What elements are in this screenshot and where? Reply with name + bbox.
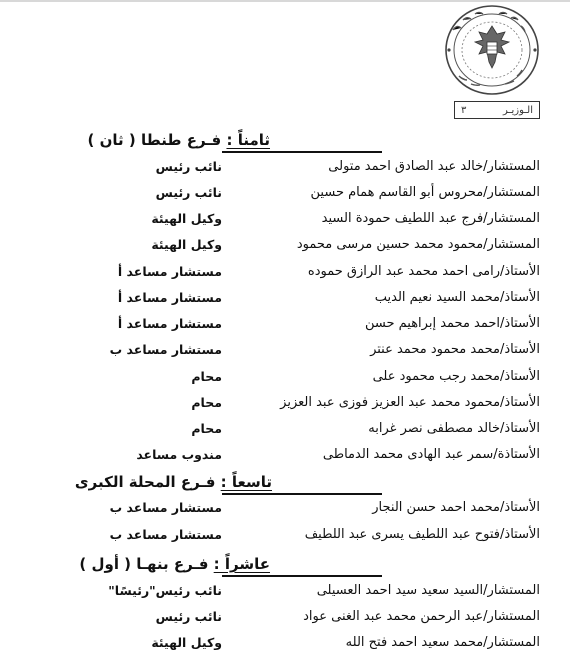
section-heading <box>75 473 272 491</box>
section-branch: فـرع طنطا ( ثان ) <box>87 131 222 149</box>
section-ordinal: عاشراً : <box>213 555 270 573</box>
stamp-number: ٣ <box>461 104 467 116</box>
table-row <box>0 316 570 336</box>
person-title: مستشار مساعد أ <box>117 290 222 305</box>
person-title: نائب رئيس <box>155 609 222 624</box>
person-title: وكيل الهيئة <box>151 237 222 252</box>
section-branch: فـرع بنهـا ( أول ) <box>79 555 209 573</box>
table-row <box>0 159 570 179</box>
table-row <box>0 447 570 467</box>
table-row <box>0 635 570 655</box>
person-name: المستشار/محمد سعيد احمد فتح الله <box>345 635 540 650</box>
table-row <box>0 609 570 629</box>
minister-stamp-box <box>454 101 540 119</box>
table-row <box>0 185 570 205</box>
person-title: نائب رئيس <box>155 185 222 200</box>
table-row <box>0 583 570 603</box>
person-title: محام <box>191 395 222 410</box>
person-name: الأستاذ/خالد مصطفى نصر غرابه <box>368 421 540 436</box>
table-row <box>0 369 570 389</box>
person-name: الأستاذ/احمد محمد إبراهيم حسن <box>364 316 540 331</box>
person-title: مستشار مساعد ب <box>109 342 222 357</box>
person-name: المستشار/محروس أبو القاسم همام حسين <box>310 185 540 200</box>
person-name: الأستاذ/محمود محمد عبد العزيز فوزى عبد العزيز <box>280 395 540 410</box>
table-row <box>0 290 570 310</box>
person-title: مستشار مساعد أ <box>117 264 222 279</box>
section-heading-underline <box>222 493 382 495</box>
section-heading-underline <box>222 151 382 153</box>
table-row <box>0 500 570 520</box>
stamp-label: الـوزيـر <box>503 104 533 116</box>
person-title: مستشار مساعد أ <box>117 316 222 331</box>
person-name: الأستاذ/محمد احمد حسن النجار <box>372 500 540 515</box>
person-title: محام <box>191 369 222 384</box>
person-name: الأستاذ/محمد رجب محمود على <box>372 369 540 384</box>
person-title: مستشار مساعد ب <box>109 527 222 542</box>
table-row <box>0 264 570 284</box>
table-row <box>0 211 570 231</box>
person-title: وكيل الهيئة <box>151 635 222 650</box>
person-title: نائب رئيس <box>155 159 222 174</box>
section-branch: فـرع المحلة الكبرى <box>74 473 216 491</box>
section-ordinal: تاسعاً : <box>220 473 272 491</box>
section-heading <box>88 131 270 149</box>
person-name: الأستاذة/سمر عبد الهادى محمد الدماطى <box>322 447 540 462</box>
person-title: نائب رئيس"رئيسًا" <box>108 583 222 598</box>
person-name: المستشار/خالد عبد الصادق احمد متولى <box>328 159 540 174</box>
person-name: المستشار/محمود محمد حسين مرسى محمود <box>296 237 540 252</box>
person-name: الأستاذ/محمد محمود محمد عنتر <box>370 342 540 357</box>
table-row <box>0 421 570 441</box>
table-row <box>0 237 570 257</box>
person-name: المستشار/السيد سعيد سيد احمد العسيلى <box>316 583 540 598</box>
person-title: مستشار مساعد ب <box>109 500 222 515</box>
section-ordinal: ثامناً : <box>226 131 270 149</box>
section-heading <box>79 555 270 573</box>
section-heading-underline <box>222 575 382 577</box>
person-name: المستشار/عبد الرحمن محمد عبد الغنى عواد <box>303 609 540 624</box>
ministry-seal-emblem <box>433 4 551 100</box>
person-name: الأستاذ/محمد السيد نعيم الديب <box>374 290 540 305</box>
page-top-edge <box>0 0 570 2</box>
person-name: الأستاذ/رامى احمد محمد عبد الرازق حموده <box>307 264 540 279</box>
person-name: المستشار/فرج عبد اللطيف حمودة السيد <box>321 211 540 226</box>
table-row <box>0 395 570 415</box>
table-row <box>0 342 570 362</box>
person-title: مندوب مساعد <box>136 447 222 462</box>
person-title: محام <box>191 421 222 436</box>
table-row <box>0 527 570 547</box>
person-title: وكيل الهيئة <box>151 211 222 226</box>
person-name: الأستاذ/فتوح عبد اللطيف يسرى عبد اللطيف <box>304 527 540 542</box>
